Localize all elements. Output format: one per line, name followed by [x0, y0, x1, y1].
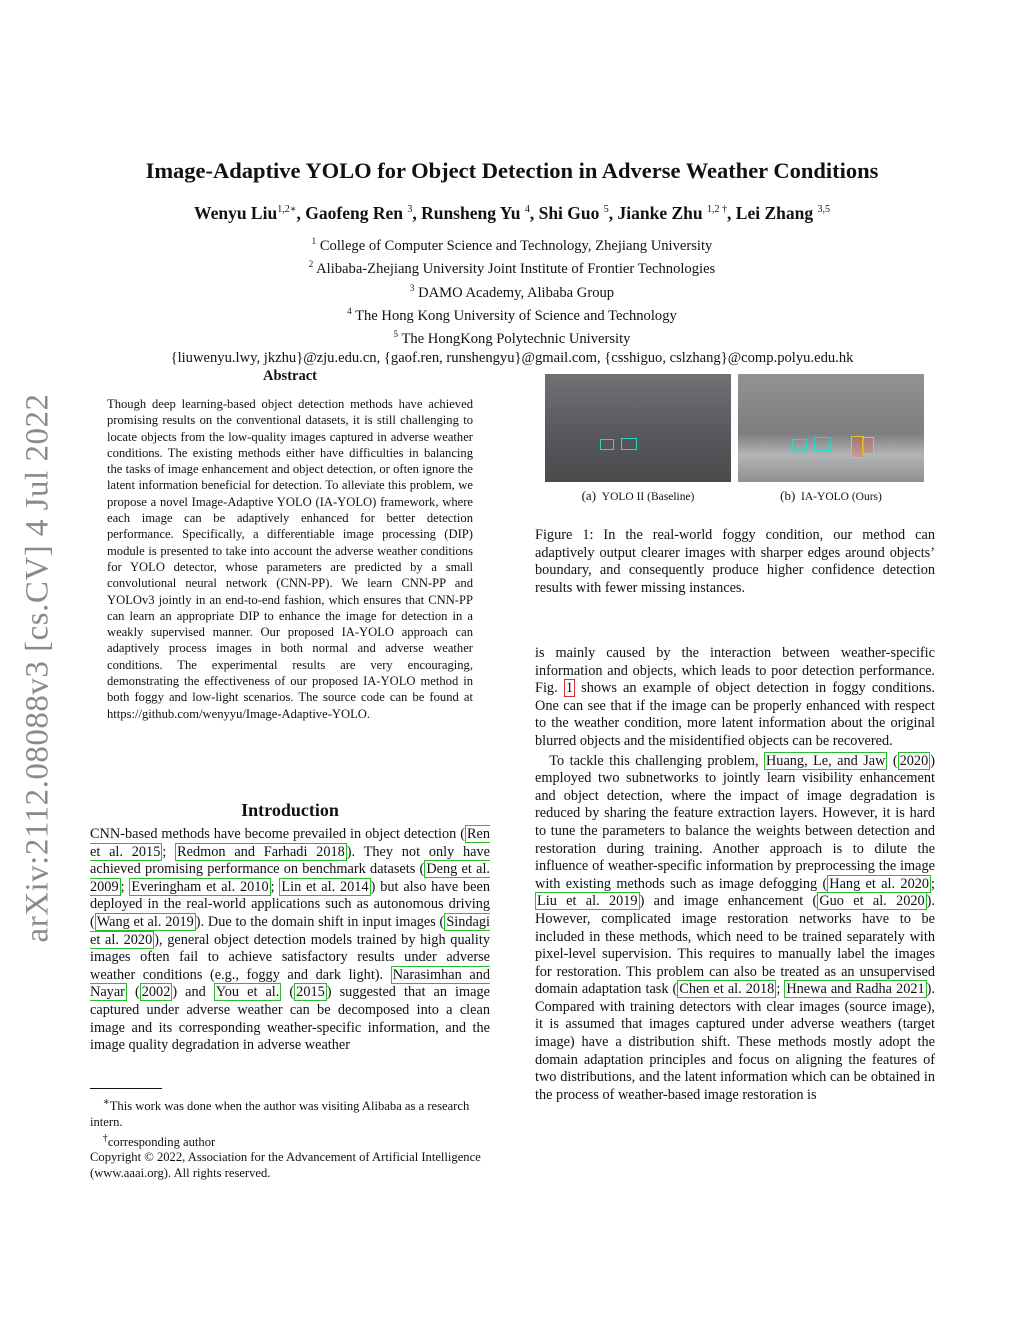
citation-link[interactable]: Chen et al. 2018 [679, 981, 775, 998]
citation-link[interactable]: 2015 [296, 984, 325, 1001]
citation-link[interactable]: Sindagi et al. 2020 [90, 913, 490, 948]
citation-link[interactable]: Narasimhan and Nayar [90, 966, 490, 1001]
affiliation: $^5$ The HongKong Polytechnic University [393, 329, 631, 348]
affiliations [0, 232, 1024, 367]
citation-link[interactable]: Liu et al. 2019 [537, 893, 638, 910]
citation-link[interactable]: Everingham et al. 2010 [131, 878, 269, 895]
detection-box [621, 438, 637, 450]
introduction-text: CNN-based methods have become prevailed in object detection ( Ren et al. 2015 ; Redmon and Farhadi 2018 ). They not only have achieved promising performance on benchmark datasets ( Deng et al. 2009 ; Everingham et al. 2010 ; Lin et al. 2014 ) but also have been deployed in the real-world applications such as autonomous driving ( Wang et al. 2019 ). Due to the domain shift in input images ( Sindagi et al. 2020 ), general object detection models trained by high quality images often fail to achieve satisfactory results under adverse weather conditions (e.g., foggy and dark light). Narasimhan and Nayar ( 2002 ) and You et al. ( 2015 ) suggested that an image captured under adverse weather can be decomposed into a clean image and its corresponding weather-specific information, and the image quality degradation in adverse weather [90, 826, 490, 1054]
affiliation: $^4$ The Hong Kong University of Science and Technology [347, 306, 677, 324]
affiliation: $^3$ DAMO Academy, Alibaba Group [409, 282, 615, 301]
author-sup: 3 [407, 204, 413, 216]
subfigure-b-caption: (b) IA-YOLO (Ours) [780, 488, 882, 503]
author-sup: 1,2 † [707, 204, 728, 216]
author-name: Wenyu Liu [194, 203, 278, 223]
affiliation: $^2$ Alibaba-Zhejiang University Joint Institute of Frontier Technologies [308, 259, 716, 278]
citation-link[interactable]: Guo et al. 2020 [819, 893, 925, 910]
arxiv-sidebar-stamp: arXiv:2112.08088v3 [cs.CV] 4 Jul 2022 [19, 393, 56, 942]
author-emails: {liuwenyu.lwy, jkzhu}@zju.edu.cn, {gaof.ren, runshengyu}@gmail.com, {csshiguo, cslzhang}@comp.polyu.edu.hk [170, 349, 854, 366]
affiliation: $^1$ College of Computer Science and Technology, Zhejiang University [311, 236, 713, 254]
foggy-road-image-ia-yolo [738, 374, 924, 482]
author-name: Shi Guo [538, 203, 600, 223]
citation-link[interactable]: Hang et al. 2020 [829, 875, 930, 892]
author-sup: 1,2∗ [277, 204, 297, 216]
detection-box [814, 437, 831, 451]
author-name: Jianke Zhu [617, 203, 703, 223]
detection-box [862, 437, 874, 454]
author-name: Lei Zhang [735, 203, 814, 223]
figure-caption: Figure 1: In the real-world foggy condition, our method can adaptively output clearer images with sharper edges around objects’ boundary, and consequently produce higher confidence detection results with fewer missing instances. [535, 527, 935, 596]
introduction-heading: Introduction [241, 800, 339, 820]
footnote: †corresponding author [102, 1132, 216, 1149]
footnotes [90, 1095, 490, 1182]
citation-link[interactable]: Deng et al. 2009 [90, 861, 490, 895]
detection-box [792, 439, 807, 451]
abstract-text: Though deep learning-based object detection methods have achieved promising results on the conventional datasets, it is still challenging to locate objects from the low-quality images captured in adverse weather conditions. The existing methods either have difficulties in balancing the tasks of image enhancement and object detection, or often ignore the latent information beneficial for detection. To alleviate this problem, we propose a novel Image-Adaptive YOLO (IA-YOLO) framework, where each image can be adaptively enhanced for better detection performance. Specifically, a differentiable image processing (DIP) module is presented to take into account the adverse weather conditions for YOLO detector, whose parameters are predicted by a small convolutional neural network (CNN-PP). We learn CNN-PP and YOLOv3 jointly in an end-to-end fashion, which ensures that CNN-PP can learn an appropriate DIP to enhance the image for detection in a weakly supervised manner. Our proposed IA-YOLO approach can adaptively process images in both normal and adverse weather conditions. The experimental results are very encouraging, demonstrating the effectiveness of our proposed IA-YOLO method in both foggy and low-light scenarios. The source code can be found at https://github.com/wenyyu/Image-Adaptive-YOLO. [107, 397, 473, 721]
foggy-road-image-baseline [545, 374, 731, 482]
right-column-text [535, 645, 935, 1104]
paragraph: To tackle this challenging problem, Huang, Le, and Jaw ( 2020 ) employed two subnetworks to jointly learn visibility enhancement and object detection, where the impact of image degradation is reduced by sharing the feature extraction layers. However, it is hard to tune the parameters to balance the weights between detection and restoration during training. Another approach is to dilute the influence of weather-specific information by preprocessing the image with existing methods such as image defogging ( Hang et al. 2020 ; Liu et al. 2019 ) and image enhancement ( Guo et al. 2020 ). However, complicated image restoration networks have to be included in these methods, which need to be trained separately with pixel-level supervision. This requires to manually label the images for restoration. This problem can also be treated as an unsupervised domain adaptation task ( Chen et al. 2018 ; Hnewa and Radha 2021 ). Compared with training detectors with clear images (source image), it is assumed that images captured under adverse weathers (target image) have a distribution shift. These methods mostly adopt the domain adaptation principles and focus on aligning the features of two distributions, and the latent information which can be obtained in the process of weather-based image restoration is [535, 752, 936, 1103]
subfigure-a-caption: (a) YOLO II (Baseline) [581, 488, 695, 503]
citation-link[interactable]: Lin et al. 2014 [281, 878, 369, 895]
author-sup: 3,5 [817, 204, 830, 216]
citation-link[interactable]: Wang et al. 2019 [96, 913, 194, 930]
footnote: ∗This work was done when the author was visiting Alibaba as a research intern. [90, 1097, 470, 1129]
copyright-notice: Copyright © 2022, Association for the Advancement of Artificial Intelligence (www.aaai.org). All rights reserved. [90, 1150, 481, 1181]
figure-reference-link[interactable]: 1 [565, 680, 573, 697]
citation-link[interactable]: Redmon and Farhadi 2018 [177, 843, 345, 860]
author-sup: 4 [524, 204, 530, 216]
citation-link[interactable]: 2002 [141, 984, 171, 1001]
author-sup: 5 [603, 204, 609, 216]
citation-link[interactable]: Ren et al. 2015 [90, 826, 490, 860]
detection-box [600, 439, 614, 450]
citation-link[interactable]: You et al. [215, 984, 280, 1001]
footnote-divider [90, 1088, 162, 1089]
author-name: Runsheng Yu [421, 203, 521, 223]
citation-link[interactable]: Huang, Le, and Jaw [765, 752, 886, 769]
citation-link[interactable]: 2020 [899, 752, 929, 769]
citation-link[interactable]: Hnewa and Radha 2021 [786, 981, 925, 998]
author-name: Gaofeng Ren [305, 203, 403, 223]
paragraph: is mainly caused by the interaction between weather-specific information and objects, which leads to poor detection performance. Fig. 1 shows an example of object detection in foggy conditions. One can see that if the image can be properly enhanced with respect to the weather condition, more latent information about the original blurred objects and the misidentified objects can be recovered. [535, 645, 935, 749]
abstract-heading: Abstract [263, 368, 317, 384]
paper-title: Image-Adaptive YOLO for Object Detection in Adverse Weather Conditions [145, 158, 879, 183]
author-list: Wenyu Liu$^{1,2∗}$, Gaofeng Ren $^3$, Runsheng Yu $^4$, Shi Guo $^5$, Jianke Zhu $^{1,2 \dagger}$, Lei Zhang $^{3,5}$ [194, 203, 830, 223]
